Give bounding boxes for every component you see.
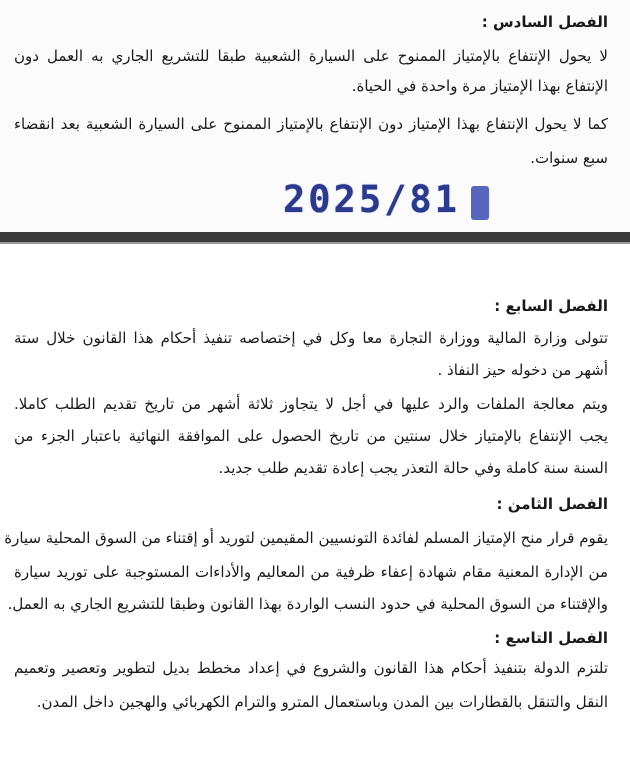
chapter-7-line-1: تتولى وزارة المالية ووزارة التجارة معا وكل في إختصاصه تنفيذ أحكام هذا القانون خلال ستة (14, 329, 608, 347)
chapter-7-heading: الفصل السابع : (494, 297, 608, 315)
bottom-page-fragment (0, 244, 630, 757)
chapter-9-line-1: تلتزم الدولة بتنفيذ أحكام هذا القانون والشروع في إعداد مخطط بديل لتطوير وتعصير وتعميم (14, 659, 608, 677)
chapter-8-line-3: والإقتناء من السوق المحلية في حدود النسب الواردة بهذا القانون وطبقا للتشريع الجاري به العمل. (7, 595, 608, 613)
number-stamp: 2025/81 (283, 178, 460, 221)
chapter-8-heading: الفصل الثامن : (496, 495, 608, 513)
chapter-7-line-2: أشهر من دخوله حيز النفاذ . (437, 361, 608, 379)
stamp-ink-smudge (471, 186, 489, 220)
chapter-7-line-4: يجب الإنتفاع بالإمتياز خلال سنتين من تاريخ الحصول على الموافقة النهائية باعتبار الجزء من (14, 427, 608, 445)
chapter-7-line-3: ويتم معالجة الملفات والرد عليها في أجل لا يتجاوز ثلاثة أشهر من تاريخ تقديم الطلب كاملا. (14, 395, 608, 413)
chapter-6-line-4: سبع سنوات. (530, 149, 608, 167)
chapter-8-line-2: من الإدارة المعنية مقام شهادة إعفاء ظرفية من المعاليم والأداءات المستوجبة على توريد سيارة (14, 563, 608, 581)
chapter-6-heading: الفصل السادس : (481, 13, 608, 31)
chapter-6-line-2: الإنتفاع بهذا الإمتياز مرة واحدة في الحياة. (351, 77, 608, 95)
chapter-9-line-2: النقل والتنقل بالقطارات بين المدن وباستعمال المترو والترام الكهربائي والهجين داخل المدن. (36, 693, 608, 711)
chapter-9-heading: الفصل التاسع : (494, 629, 608, 647)
chapter-6-line-3: كما لا يحول الإنتفاع بهذا الإمتياز دون الإنتفاع بالإمتياز الممنوح على السيارة الشعبية بعد انقضاء (14, 115, 608, 133)
page-divider (0, 232, 630, 244)
chapter-7-line-5: السنة سنة كاملة وفي حالة التعذر يجب إعادة تقديم طلب جديد. (218, 459, 608, 477)
chapter-6-line-1: لا يحول الإنتفاع بالإمتياز الممنوح على السيارة الشعبية طبقا للتشريع الجاري به العمل دون (14, 47, 608, 65)
chapter-8-line-1: يقوم قرار منح الإمتياز المسلم لفائدة التونسيين المقيمين لتوريد أو إقتناء من السوق المحلية سيارة (4, 529, 608, 547)
